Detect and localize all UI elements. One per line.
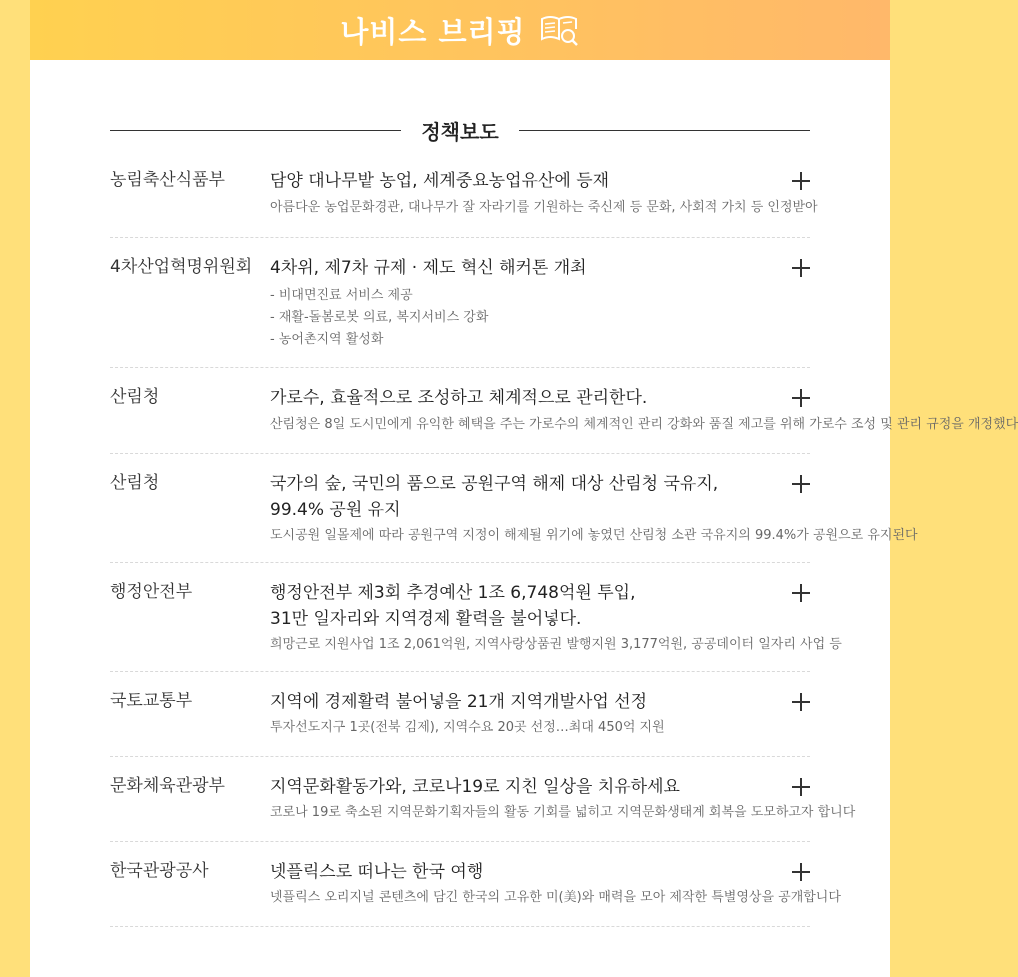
ministry-label: 국토교통부: [110, 691, 193, 711]
news-headline[interactable]: 담양 대나무밭 농업, 세계중요농업유산에 등재: [270, 171, 610, 191]
headline-line: 99.4% 공원 유지: [270, 500, 401, 520]
expand-plus-icon[interactable]: [792, 475, 810, 493]
headline-line: 행정안전부 제3회 추경예산 1조 6,748억원 투입,: [270, 583, 636, 603]
news-item[interactable]: [110, 689, 810, 757]
news-headline[interactable]: 4차위, 제7차 규제 · 제도 혁신 해커톤 개최: [270, 258, 587, 278]
briefing-card: [30, 0, 1018, 977]
news-summary: 아름다운 농업문화경관, 대나무가 잘 자라기를 기원하는 죽신제 등 문화, 사회적 가치 등 인정받아: [270, 200, 818, 215]
ministry-label: 산림청: [110, 387, 160, 407]
expand-plus-icon[interactable]: [792, 584, 810, 602]
expand-plus-icon[interactable]: [792, 778, 810, 796]
news-item[interactable]: [110, 385, 1018, 454]
news-item[interactable]: [110, 471, 918, 563]
expand-plus-icon[interactable]: [792, 693, 810, 711]
divider: [110, 130, 401, 131]
expand-plus-icon[interactable]: [792, 172, 810, 190]
news-headline[interactable]: [270, 580, 770, 632]
ministry-label: 산림청: [110, 473, 160, 493]
ministry-label: 행정안전부: [110, 582, 193, 602]
news-summary: 희망근로 지원사업 1조 2,061억원, 지역사랑상품권 발행지원 3,177억원, 공공데이터 일자리 사업 등: [270, 637, 842, 652]
bullet-item: - 비대면진료 서비스 제공: [270, 288, 413, 303]
news-item[interactable]: [110, 859, 841, 927]
news-summary: 도시공원 일몰제에 따라 공원구역 지정이 해제될 위기에 놓였던 산림청 소관 국유지의 99.4%가 공원으로 유지된다: [270, 528, 918, 543]
ministry-label: 한국관광공사: [110, 861, 209, 881]
header-title: 나비스 브리핑: [340, 14, 526, 49]
news-summary: 넷플릭스 오리지널 콘텐츠에 담긴 한국의 고유한 미(美)와 매력을 모아 제작한 특별영상을 공개합니다: [270, 890, 841, 905]
news-headline[interactable]: [270, 471, 770, 523]
ministry-label: 4차산업혁명위원회: [110, 257, 253, 277]
news-headline[interactable]: 가로수, 효율적으로 조성하고 체계적으로 관리한다.: [270, 388, 648, 408]
news-headline[interactable]: 넷플릭스로 떠나는 한국 여행: [270, 862, 484, 882]
expand-plus-icon[interactable]: [792, 863, 810, 881]
ministry-label: 문화체육관광부: [110, 776, 225, 796]
news-item[interactable]: [110, 774, 856, 842]
news-bullet-list: [270, 285, 810, 351]
bullet-item: - 농어촌지역 활성화: [270, 332, 384, 347]
expand-plus-icon[interactable]: [792, 389, 810, 407]
news-summary: 코로나 19로 축소된 지역문화기획자들의 활동 기회를 넓히고 지역문화생태계 회복을 도모하고자 합니다: [270, 805, 856, 820]
headline-line: 국가의 숲, 국민의 품으로 공원구역 해제 대상 산림청 국유지,: [270, 474, 719, 494]
ministry-label: 농림축산식품부: [110, 170, 225, 190]
news-headline[interactable]: 지역문화활동가와, 코로나19로 지친 일상을 치유하세요: [270, 777, 680, 797]
section-heading: [110, 113, 810, 147]
bullet-item: - 재활-돌봄로봇 의료, 복지서비스 강화: [270, 310, 489, 325]
divider: [519, 130, 810, 131]
header-bar: [30, 0, 890, 60]
section-title: 정책보도: [421, 119, 499, 144]
news-summary: 산림청은 8일 도시민에게 유익한 혜택을 주는 가로수의 체계적인 관리 강화와 품질 제고를 위해 가로수 조성 및 관리 규정을 개정했다: [270, 417, 1018, 432]
news-item[interactable]: [110, 580, 842, 672]
expand-plus-icon[interactable]: [792, 259, 810, 277]
news-headline[interactable]: 지역에 경제활력 불어넣을 21개 지역개발사업 선정: [270, 692, 648, 712]
book-search-icon: [540, 13, 580, 47]
news-item[interactable]: [110, 255, 810, 368]
headline-line: 31만 일자리와 지역경제 활력을 불어넣다.: [270, 609, 582, 629]
news-summary: 투자선도지구 1곳(전북 김제), 지역수요 20곳 선정…최대 450억 지원: [270, 720, 665, 735]
news-item[interactable]: [110, 168, 818, 238]
